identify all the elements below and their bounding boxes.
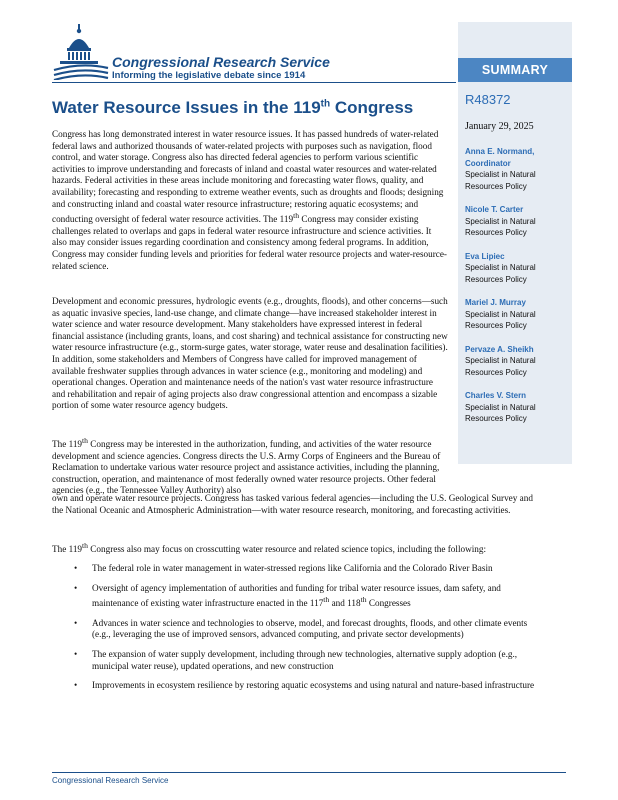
ordinal-superscript: th [293,211,300,221]
author-role: Specialist in Natural Resources Policy [465,170,536,191]
title-superscript: th [320,98,331,110]
crs-logo [52,22,330,82]
paragraph-2: Development and economic pressures, hydrologic events (e.g., droughts, floods), and other concerns—such as aquatic invasive species, land-use change, and climate change—have increased stakeholder interest in water science and water resource development. Many stakeholders have expressed interest in federal financial assistance (including grants, loans, and cost sharing) and technical assistance for constructing new water resource infrastructure (e.g., storm-surge gates, water storage, water reuse and desalination facilities). In addition, some stakeholders and Members of Congress have called for improved management of available freshwater supplies through advances in water science (e.g., monitoring and modeling) and operational changes. Operation and maintenance needs of the nation's vast water resource infrastructure and rehabilitation and repair of aging projects also draw congressional attention and encompass a sizable portion of some water resource agency budgets. [52,296,448,411]
list-item [52,680,546,692]
report-number: R48372 [465,92,511,107]
paragraph-3-continued: own and operate water resource projects. Congress has tasked various federal agencies—including the U.S. Geological Survey and the National Oceanic and Atmospheric Administration—with water resource research, monitoring, and forecasting activities. [52,493,533,515]
author-name: Eva Lipiec [465,251,505,261]
paragraph-text: The 119 [52,544,83,555]
ordinal-superscript: th [82,436,88,445]
author-entry [465,251,571,286]
ordinal-superscript: th [82,541,88,550]
report-title [52,98,413,118]
bullet-icon: • [74,680,78,691]
author-entry [465,390,571,425]
author-name: Charles V. Stern [465,391,527,400]
author-entry [465,297,571,332]
paragraph-text: Congress may consider existing challenges related to overlaps and gaps in federal water resource infrastructure and science activities. It also may consider issues regarding coordination and consistency among federal programs. In addition, Congress may consider funding levels and priorities for federal water resource projects and water-resource-related science. [52,214,447,271]
bullet-icon: • [74,582,78,593]
ordinal-superscript: th [323,595,330,605]
paragraph-text: Congress may be interested in the authorization, funding, and activities of the water resource development and science agencies. Congress directs the U.S. Army Corps of Engineers and the Bureau of Reclamation to undertake various water resource project and assistance activities, including the planning, construction, operation, and maintenance of most federally owned water resource projects. Other federal agencies (e.g., the Tennessee Valley Authority) also [52,439,441,496]
bullet-icon: • [74,649,78,660]
list-item [52,649,546,672]
topic-bullet-list [52,563,546,700]
footer-rule [52,772,566,773]
author-role: Specialist in Natural Resources Policy [465,402,536,423]
capitol-dome-icon [52,22,110,80]
author-list [465,146,571,437]
title-text-suffix: Congress [330,98,414,117]
author-role: Specialist in Natural Resources Policy [465,309,536,330]
summary-label: SUMMARY [458,58,572,82]
author-entry [465,204,571,239]
paragraph-text: Congress has long demonstrated interest in water resource issues. It has passed hundreds of water-related federal laws and authorized thousands of water-related projects with purposes such as navigation, flood control, and water storage. Congress also has directed federal agencies to perform various scientific activities to improve understanding and forecasts of inland and coastal water resources and water-related hazards. Federal activities in these areas include monitoring and forecasting water flows, quality, and availability; forecasting and responding to extreme weather events, such as droughts and floods; designing and constructing inland and coastal water resource infrastructure; restoring aquatic ecosystems; and conducting oversight of federal water resource activities. The 119 [52,129,444,225]
paragraph-4 [52,540,546,556]
paragraph-text: The 119 [52,439,83,450]
author-role: Specialist in Natural Resources Policy [465,216,536,237]
list-item-text: Oversight of agency implementation of authorities and funding for tribal water resource issues, dam safety, and maintenance of existing water infrastructure enacted in the 117 [92,582,501,609]
bullet-icon: • [74,617,78,628]
author-entry [465,344,571,379]
org-name: Congressional Research Service [112,54,330,70]
title-text: Water Resource Issues in the 119 [52,98,321,117]
list-item-text: The federal role in water management in water-stressed regions like California and the Colorado River Basin [92,563,493,573]
list-item-text: Advances in water science and technologies to observe, model, and forecast droughts, floods, and other climate events (e.g., leveraging the use of improved sensors, advanced computing, and private sector developments) [92,617,528,640]
footer-org-name: Congressional Research Service [52,776,169,785]
list-item-text: The expansion of water supply development, including through new technologies, alternative supply adoption (e.g., municipal water reuse), updated operations, and new construction [92,649,518,671]
author-role: Specialist in Natural Resources Policy [465,263,536,284]
author-name: Mariel J. Murray [465,298,526,307]
list-item [52,618,546,641]
author-name: Pervaze A. Sheikh [465,344,534,354]
report-date: January 29, 2025 [465,121,534,132]
author-name: Anna E. Normand, [465,147,535,156]
paragraph-3 [52,435,448,497]
paragraph-text: Congress also may focus on crosscutting water resource and related science topics, including the following: [88,544,487,555]
list-item-text: Congresses [366,598,411,609]
bullet-icon: • [74,563,78,573]
list-item-text: Improvements in ecosystem resilience by restoring aquatic ecosystems and using natural and nature-based infrastructure [92,680,535,691]
author-coordinator-label: Coordinator [465,158,511,168]
list-item [52,563,546,575]
ordinal-superscript: th [360,595,367,605]
list-item [52,583,546,610]
org-tagline: Informing the legislative debate since 1914 [112,70,306,81]
author-role: Specialist in Natural Resources Policy [465,356,536,377]
list-item-text: and 118 [329,598,361,609]
author-entry [465,146,571,192]
author-name: Nicole T. Carter [465,205,524,214]
header-rule [52,82,456,83]
paragraph-1 [52,129,448,272]
